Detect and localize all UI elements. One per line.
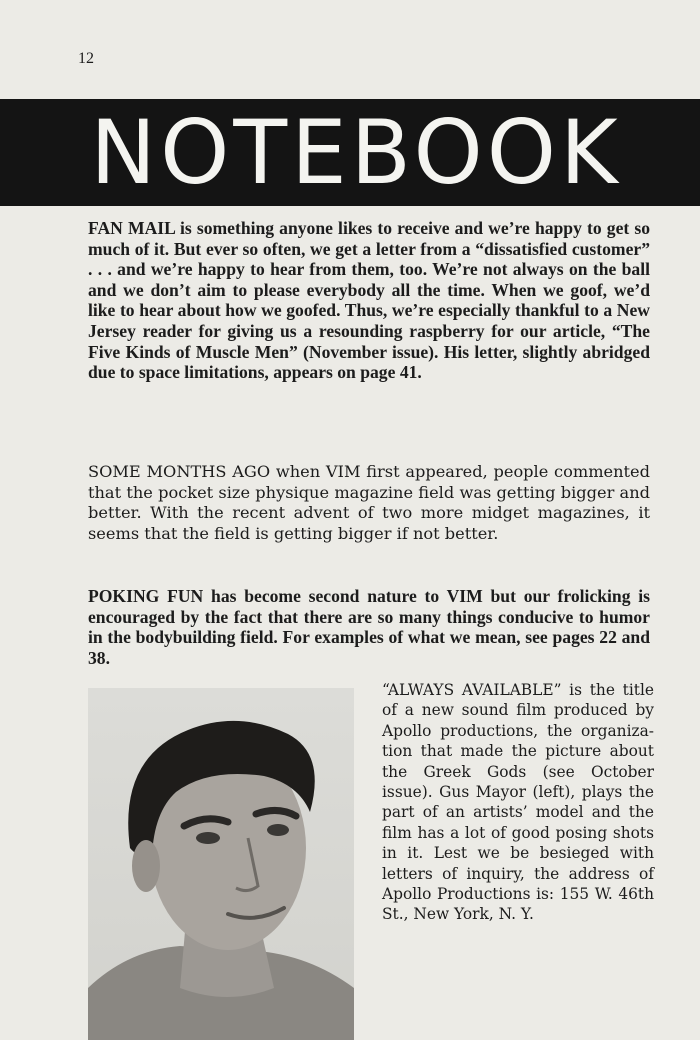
fan-mail-lead: FAN MAIL — [88, 218, 175, 238]
some-months-text: when VIM first appeared, people commented that the pocket size physique magazine field was getting bigger and better. With the recent advent of two more midget magazines, it seems that the field is getting bigger if not better. — [88, 462, 650, 543]
portrait-illustration — [88, 688, 354, 1040]
section-title: NOTEBOOK — [90, 101, 622, 204]
page-number: 12 — [78, 50, 94, 67]
fan-mail-text: is something anyone likes to receive and we’re happy to get so much of it. But ever so often, we get a letter from a “dissatisfied customer” . . . and we’re happy to hear from them, too. We’re not always on the ball and we don’t aim to please everybody all the time. When we goof, we’d like to hear about how we goofed. Thus, we’re especially thankful to a New Jersey reader for giving us a resounding raspberry for our article, “The Five Kinds of Muscle Men” (November issue). His letter, slightly abridged due to space limitations, appears on page 41. — [88, 218, 650, 383]
ear-shape — [132, 840, 160, 892]
sidebar-lead: “ALWAYS AVAILABLE” — [382, 681, 562, 699]
poking-fun-lead: POKING FUN — [88, 586, 204, 606]
portrait-photo — [88, 688, 354, 1040]
sidebar-text: is the title of a new sound film produced by Apollo productions, the organization that made the picture about the Greek Gods (see October issue). Gus Mayor (left), plays the part of an artists’ model and the film has a lot of good posing shots in it. Lest we be besieged with letters of inquiry, the address of Apollo Productions is: 155 W. 46th St., New York, N. Y. — [382, 681, 654, 924]
sidebar-paragraph — [382, 680, 654, 925]
right-eye — [267, 824, 289, 836]
left-eye — [196, 832, 220, 844]
some-months-paragraph — [88, 462, 650, 544]
poking-fun-paragraph — [88, 586, 650, 668]
some-months-lead: SOME MONTHS AGO — [88, 462, 271, 481]
section-banner — [0, 99, 700, 206]
fan-mail-paragraph — [88, 218, 650, 383]
poking-fun-text: has become second nature to VIM but our frolicking is encouraged by the fact that there are so many things conducive to humor in the bodybuilding field. For examples of what we mean, see pages 22 and 38. — [88, 586, 650, 668]
